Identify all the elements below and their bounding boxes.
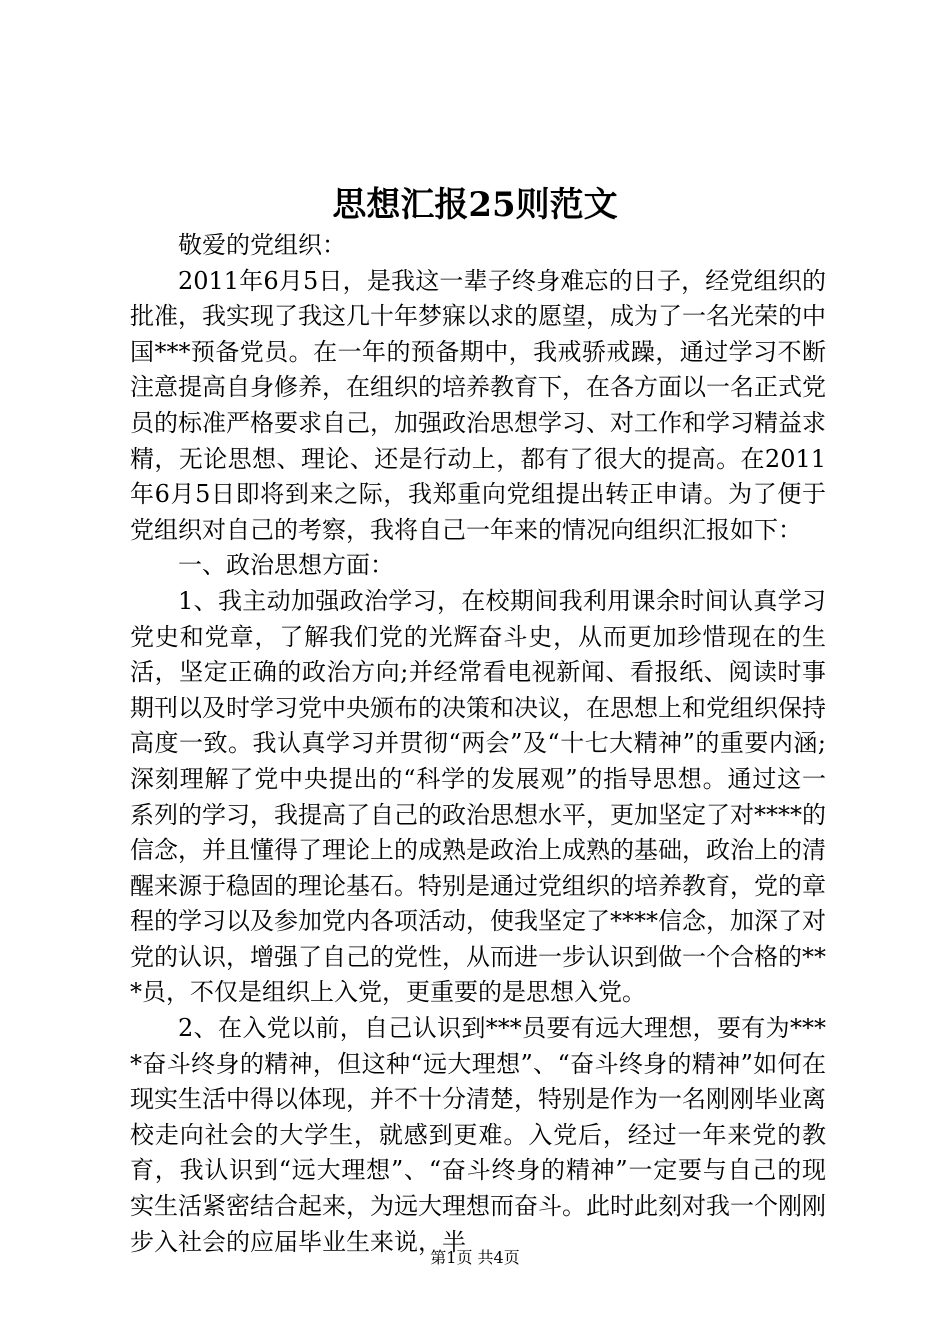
paragraph-point-2: 2、在入党以前，自己认识到***员要有远大理想，要有为****奋斗终身的精神，但这种“远大理想”、“奋斗终身的精神”如何在现实生活中得以体现，并不十分清楚，特别是作为一名刚刚毕业离校走向社会的大学生，就感到更难。入党后，经过一年来党的教育，我认识到“远大理想”、“奋斗终身的精神”一定要与自己的现实生活紧密结合起来，为远大理想而奋斗。此时此刻对我一个刚刚步入社会的应届毕业生来说，半 xyxy=(130,1014,826,1256)
page-footer: 第1页 共4页 xyxy=(430,1248,520,1267)
salutation: 敬爱的党组织： xyxy=(178,231,346,259)
document-body xyxy=(130,228,826,1260)
document-title: 思想汇报25则范文 xyxy=(332,185,618,225)
paragraph-point-1: 1、我主动加强政治学习，在校期间我利用课余时间认真学习党史和党章，了解我们党的光辉奋斗史，从而更加珍惜现在的生活，坚定正确的政治方向;并经常看电视新闻、看报纸、阅读时事期刊以及时学习党中央颁布的决策和决议，在思想上和党组织保持高度一致。我认真学习并贯彻“两会”及“十七大精神”的重要内涵;深刻理解了党中央提出的“科学的发展观”的指导思想。通过这一系列的学习，我提高了自己的政治思想水平，更加坚定了对****的信念，并且懂得了理论上的成熟是政治上成熟的基础，政治上的清醒来源于稳固的理论基石。特别是通过党组织的培养教育，党的章程的学习以及参加党内各项活动，使我坚定了****信念，加深了对党的认识，增强了自己的党性，从而进一步认识到做一个合格的***员，不仅是组织上入党，更重要的是思想入党。 xyxy=(130,586,826,1007)
section-heading-political: 一、政治思想方面： xyxy=(178,551,394,580)
intro-paragraph: 2011年6月5日，是我这一辈子终身难忘的日子，经党组织的批准，我实现了我这几十年梦寐以求的愿望，成为了一名光荣的中国***预备党员。在一年的预备期中，我戒骄戒躁，通过学习不断注意提高自身修养，在组织的培养教育下，在各方面以一名正式党员的标准严格要求自己，加强政治思想学习、对工作和学习精益求精，无论思想、理论、还是行动上，都有了很大的提高。在2011年6月5日即将到来之际，我郑重向党组提出转正申请。为了便于党组织对自己的考察，我将自己一年来的情况向组织汇报如下： xyxy=(130,266,826,544)
